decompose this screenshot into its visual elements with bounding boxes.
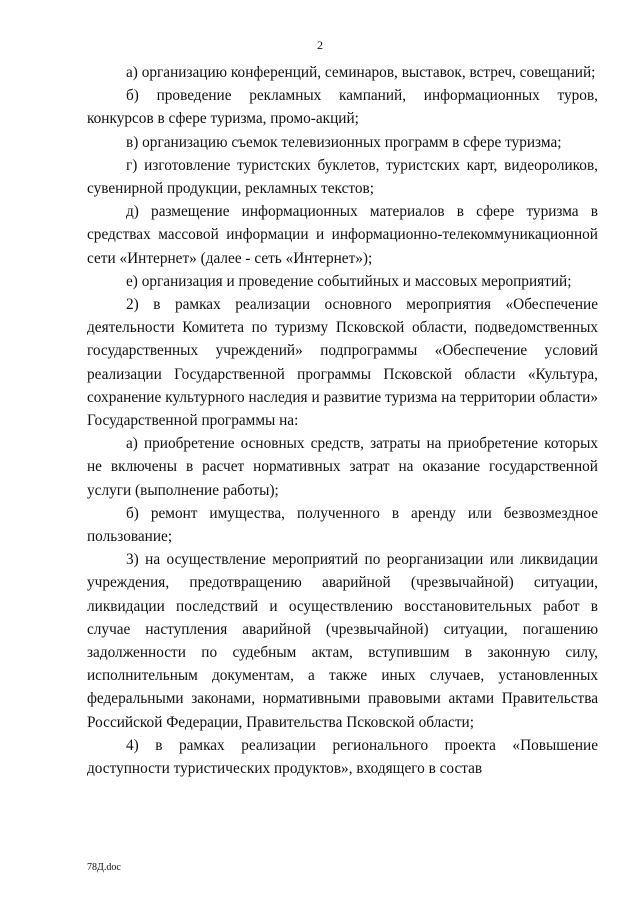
paragraph-a-conferences: а) организацию конференций, семинаров, выставок, встреч, совещаний;: [126, 64, 596, 81]
paragraph-a-fixed-assets: а) приобретение основных средств, затраты на приобретение которых не включены в расчет нормативных затрат на оказание государственной услуги (выполнение работы);: [87, 435, 598, 499]
paragraph-e-events: е) организация и проведение событийных и массовых мероприятий;: [126, 272, 572, 290]
paragraph-d-media-placement: д) размещение информационных материалов в сфере туризма в средствах массовой информации и информационно-телекоммуникационной сети «Интернет» (далее - сеть «Интернет»);: [87, 203, 598, 267]
paragraph-b-advertising: б) проведение рекламных кампаний, информационных туров, конкурсов в сфере туризма, промо-акций;: [87, 87, 598, 128]
paragraph-4-regional-project: 4) в рамках реализации регионального проекта «Повышение доступности туристических продуктов», входящего в состав: [87, 736, 598, 778]
file-name-footer: 78Д.doc: [87, 862, 121, 873]
paragraph-2-committee-activity: 2) в рамках реализации основного мероприятия «Обеспечение деятельности Комитета по туризму Псковской области, подведомственных государственных учреждений» подпрограммы «Обеспечение условий реализации Государственной программы Псковской области «Культура, сохранение культурного наследия и развитие туризма на территории области» Государственной программы на:: [87, 296, 598, 430]
page-number: 2: [317, 38, 323, 52]
document-body: [87, 61, 598, 780]
paragraph-v-tv-programs: в) организацию съемок телевизионных программ в сфере туризма;: [126, 133, 562, 151]
paragraph-b-property-repair: б) ремонт имущества, полученного в аренду или безвозмездное пользование;: [87, 504, 598, 546]
paragraph-3-reorganization: 3) на осуществление мероприятий по реорганизации или ликвидации учреждения, предотвращению аварийной (чрезвычайной) ситуации, ликвидации последствий и осуществлению восстановительных работ в случае наступления аварийной (чрезвычайной) ситуации, погашению задолженности по судебным актам, вступившим в законную силу, исполнительным документам, а также иных случаев, установленных федеральными законами, нормативными правовыми актами Правительства Российской Федерации, Правительства Псковской области;: [87, 551, 598, 731]
paragraph-g-booklets: г) изготовление туристских буклетов, туристских карт, видеороликов, сувенирной продукции, рекламных текстов;: [87, 156, 598, 198]
